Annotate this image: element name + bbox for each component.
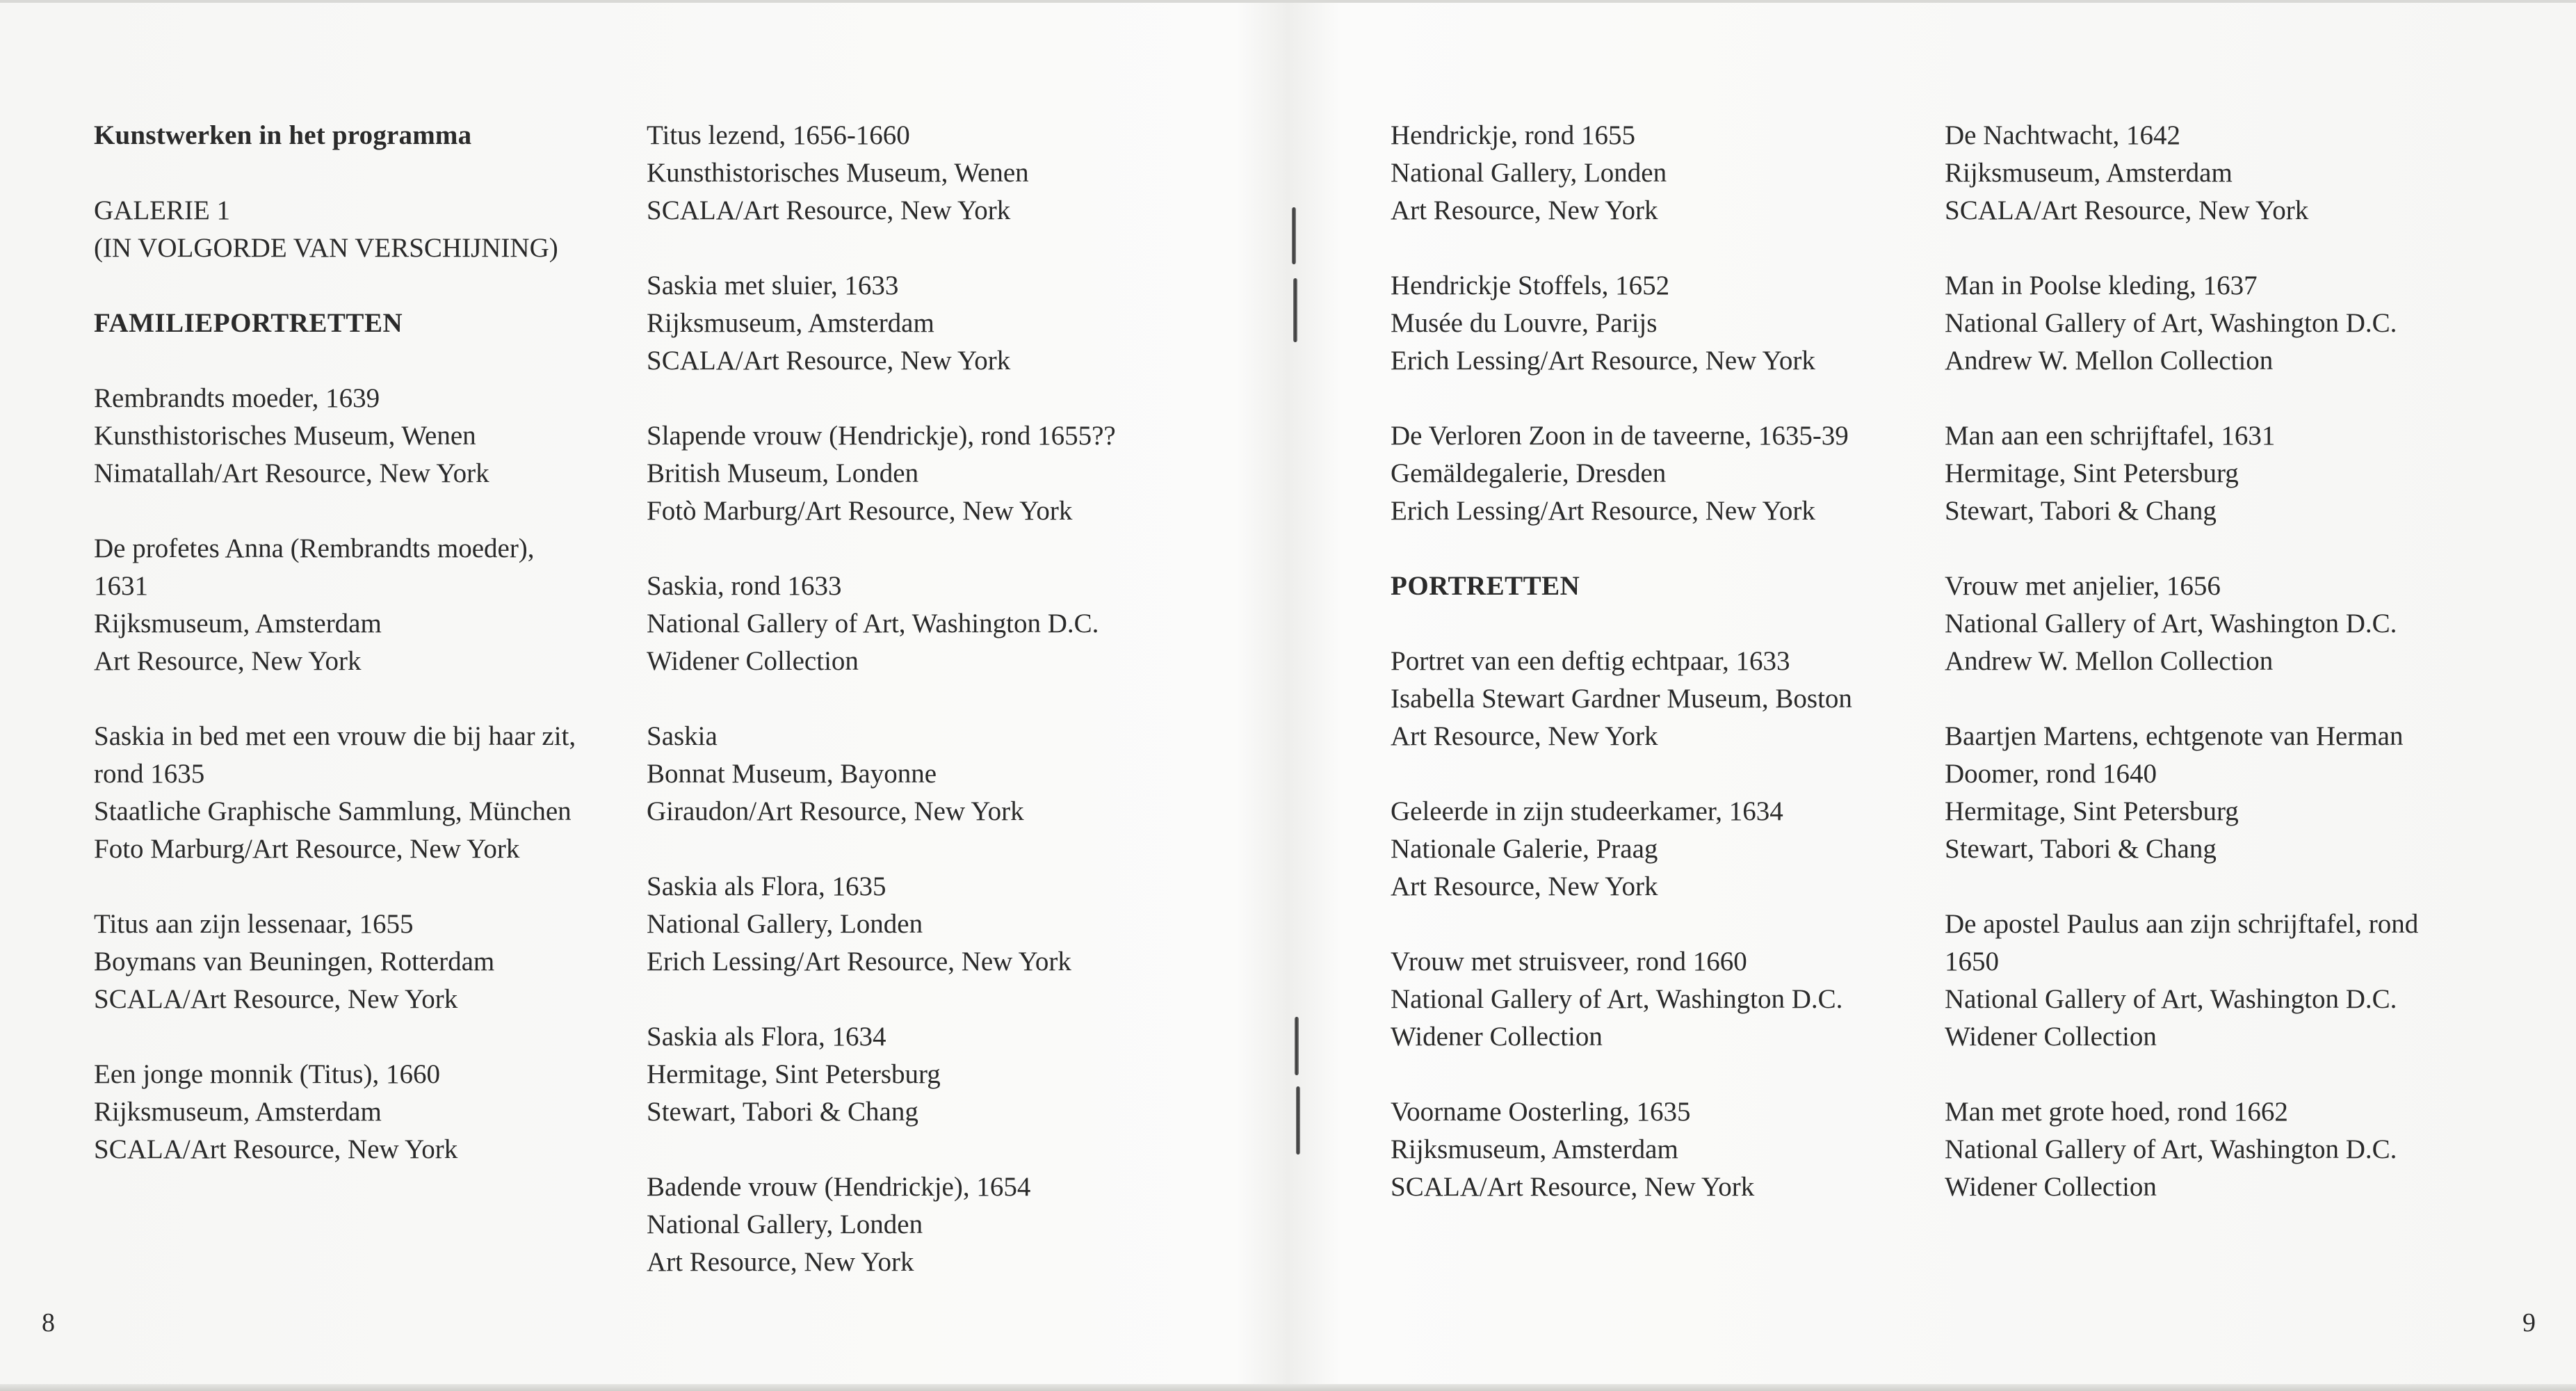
artwork-entry	[1945, 568, 2501, 680]
artwork-credit-line: Gemäldegalerie, Dresden	[1391, 458, 1667, 488]
artwork-entry	[647, 1168, 1203, 1281]
artwork-credit-line: Foto Marburg/Art Resource, New York	[94, 834, 520, 864]
page-edge-bottom	[0, 1384, 2576, 1391]
artwork-credit-line: Erich Lessing/Art Resource, New York	[1391, 496, 1815, 526]
artwork-entry	[647, 117, 1203, 230]
artwork-title: Slapende vrouw (Hendrickje), rond 1655??	[647, 421, 1116, 451]
staple-upper-a	[1292, 207, 1296, 264]
artwork-entry	[1945, 718, 2501, 868]
artwork-title: Vrouw met struisveer, rond 1660	[1391, 947, 1747, 976]
artwork-credit-line: Widener Collection	[1945, 1022, 2157, 1052]
artwork-credit-line: British Museum, Londen	[647, 458, 919, 488]
artwork-title: Rembrandts moeder, 1639	[94, 383, 380, 413]
artwork-entry	[1945, 267, 2501, 380]
artwork-entry	[94, 1056, 629, 1168]
artwork-title: Saskia als Flora, 1634	[647, 1022, 886, 1052]
artwork-credit-line: Nationale Galerie, Praag	[1391, 834, 1658, 864]
artwork-credit-line: Widener Collection	[647, 646, 859, 676]
artwork-title: Hendrickje, rond 1655	[1391, 120, 1635, 150]
artwork-title: Badende vrouw (Hendrickje), 1654	[647, 1172, 1031, 1202]
artwork-entry	[94, 380, 629, 492]
artwork-credit-line: Hermitage, Sint Petersburg	[1945, 458, 2239, 488]
artwork-entry	[647, 868, 1203, 981]
artwork-credit-line: Andrew W. Mellon Collection	[1945, 346, 2274, 376]
artwork-entry	[1391, 793, 1933, 906]
gallery-label: GALERIE 1	[94, 195, 231, 225]
artwork-title: Saskia in bed met een vrouw die bij haar zit,	[94, 721, 576, 751]
artwork-credit-line: Widener Collection	[1945, 1172, 2157, 1202]
artwork-title: Vrouw met anjelier, 1656	[1945, 571, 2221, 601]
artwork-credit-line: National Gallery, Londen	[647, 1209, 923, 1239]
artwork-credit-line: National Gallery, Londen	[1391, 158, 1667, 188]
section-title-family-portraits: FAMILIEPORTRETTEN	[94, 308, 403, 338]
section-title-portraits: PORTRETTEN	[1391, 571, 1580, 601]
artwork-credit-line: Rijksmuseum, Amsterdam	[94, 1097, 382, 1127]
artwork-credit-line: Kunsthistorisches Museum, Wenen	[94, 421, 476, 451]
artwork-title: De Nachtwacht, 1642	[1945, 120, 2180, 150]
page-number-right: 9	[2522, 1308, 2536, 1337]
artwork-list	[1391, 117, 1933, 530]
artwork-credit-line: Stewart, Tabori & Chang	[1945, 834, 2217, 864]
artwork-credit-line: Staatliche Graphische Sammlung, München	[94, 796, 572, 826]
artwork-credit-line: Hermitage, Sint Petersburg	[647, 1059, 941, 1089]
artwork-entry	[1945, 117, 2501, 230]
artwork-credit-line: Rijksmuseum, Amsterdam	[94, 609, 382, 638]
artwork-title: Man aan een schrijftafel, 1631	[1945, 421, 2276, 451]
artwork-credit-line: Kunsthistorisches Museum, Wenen	[647, 158, 1029, 188]
artwork-list	[1945, 117, 2501, 1206]
artwork-title: Titus aan zijn lessenaar, 1655	[94, 909, 414, 939]
artwork-credit-line: Stewart, Tabori & Chang	[1945, 496, 2217, 526]
artwork-credit-line: Musée du Louvre, Parijs	[1391, 308, 1658, 338]
artwork-credit-line: Art Resource, New York	[1391, 721, 1658, 751]
artwork-credit-line: SCALA/Art Resource, New York	[1945, 195, 2309, 225]
artwork-title: De Verloren Zoon in de taveerne, 1635-39	[1391, 421, 1849, 451]
artwork-title: De apostel Paulus aan zijn schrijftafel, rond	[1945, 909, 2419, 939]
page-edge-top	[0, 0, 2576, 3]
artwork-credit-line: 1650	[1945, 947, 1999, 976]
artwork-entry	[1945, 1093, 2501, 1206]
artwork-credit-line: 1631	[94, 571, 148, 601]
left-page-column-1	[94, 117, 629, 1206]
artwork-entry	[1391, 643, 1933, 755]
gallery-note: (IN VOLGORDE VAN VERSCHIJNING)	[94, 233, 558, 263]
artwork-credit-line: Nimatallah/Art Resource, New York	[94, 458, 489, 488]
artwork-credit-line: National Gallery of Art, Washington D.C.	[1945, 1134, 2397, 1164]
artwork-entry	[647, 568, 1203, 680]
artwork-entry	[647, 267, 1203, 380]
staple-lower-a	[1295, 1017, 1299, 1075]
artwork-entry	[1391, 417, 1933, 530]
artwork-credit-line: Fotò Marburg/Art Resource, New York	[647, 496, 1073, 526]
artwork-credit-line: National Gallery of Art, Washington D.C.	[1945, 308, 2397, 338]
artwork-credit-line: Rijksmuseum, Amsterdam	[647, 308, 934, 338]
artwork-entry	[1391, 267, 1933, 380]
artwork-credit-line: National Gallery of Art, Washington D.C.	[1945, 984, 2397, 1014]
artwork-entry	[94, 530, 629, 680]
artwork-entry	[1945, 417, 2501, 530]
artwork-credit-line: Art Resource, New York	[1391, 195, 1658, 225]
artwork-entry	[1945, 906, 2501, 1056]
artwork-credit-line: Hermitage, Sint Petersburg	[1945, 796, 2239, 826]
right-page-column-1	[1391, 117, 1933, 1244]
artwork-credit-line: rond 1635	[94, 759, 205, 789]
artworks-heading: Kunstwerken in het programma	[94, 120, 472, 150]
page-number-left: 8	[42, 1308, 55, 1337]
artwork-title: Titus lezend, 1656-1660	[647, 120, 910, 150]
artwork-credit-line: Bonnat Museum, Bayonne	[647, 759, 937, 789]
artwork-credit-line: SCALA/Art Resource, New York	[94, 984, 458, 1014]
artwork-credit-line: Art Resource, New York	[94, 646, 362, 676]
artwork-title: Hendrickje Stoffels, 1652	[1391, 271, 1670, 300]
artwork-credit-line: National Gallery, Londen	[647, 909, 923, 939]
artwork-credit-line: Erich Lessing/Art Resource, New York	[647, 947, 1071, 976]
artwork-credit-line: Giraudon/Art Resource, New York	[647, 796, 1024, 826]
artwork-credit-line: Rijksmuseum, Amsterdam	[1391, 1134, 1678, 1164]
artwork-title: Portret van een deftig echtpaar, 1633	[1391, 646, 1790, 676]
artwork-title: Voorname Oosterling, 1635	[1391, 1097, 1691, 1127]
artwork-credit-line: Doomer, rond 1640	[1945, 759, 2157, 789]
artwork-credit-line: National Gallery of Art, Washington D.C.	[1391, 984, 1843, 1014]
artwork-credit-line: Widener Collection	[1391, 1022, 1603, 1052]
artwork-title: Man met grote hoed, rond 1662	[1945, 1097, 2288, 1127]
artwork-title: Man in Poolse kleding, 1637	[1945, 271, 2258, 300]
artwork-title: Baartjen Martens, echtgenote van Herman	[1945, 721, 2404, 751]
artwork-entry	[647, 417, 1203, 530]
artwork-entry	[647, 1018, 1203, 1131]
artwork-list	[94, 380, 629, 1168]
staple-lower-b	[1296, 1086, 1300, 1155]
artwork-title: Saskia als Flora, 1635	[647, 871, 886, 901]
artwork-entry	[1391, 117, 1933, 230]
artwork-title: Saskia	[647, 721, 718, 751]
artwork-credit-line: Stewart, Tabori & Chang	[647, 1097, 918, 1127]
artwork-entry	[94, 906, 629, 1018]
left-page-column-2	[647, 117, 1203, 1319]
artwork-credit-line: National Gallery of Art, Washington D.C.	[1945, 609, 2397, 638]
artwork-credit-line: Andrew W. Mellon Collection	[1945, 646, 2274, 676]
artwork-credit-line: Art Resource, New York	[647, 1247, 914, 1277]
right-page-column-2	[1945, 117, 2501, 1244]
artwork-credit-line: SCALA/Art Resource, New York	[94, 1134, 458, 1164]
artwork-entry	[1391, 943, 1933, 1056]
artwork-title: Saskia, rond 1633	[647, 571, 842, 601]
artwork-entry	[647, 718, 1203, 830]
artwork-title: Een jonge monnik (Titus), 1660	[94, 1059, 440, 1089]
artwork-list	[1391, 643, 1933, 1206]
artwork-title: De profetes Anna (Rembrandts moeder),	[94, 533, 535, 563]
artwork-entry	[94, 718, 629, 868]
artwork-credit-line: SCALA/Art Resource, New York	[647, 346, 1011, 376]
artwork-title: Geleerde in zijn studeerkamer, 1634	[1391, 796, 1783, 826]
artwork-credit-line: Erich Lessing/Art Resource, New York	[1391, 346, 1815, 376]
artwork-title: Saskia met sluier, 1633	[647, 271, 899, 300]
artwork-credit-line: Art Resource, New York	[1391, 871, 1658, 901]
artwork-list	[647, 117, 1203, 1281]
artwork-credit-line: National Gallery of Art, Washington D.C.	[647, 609, 1099, 638]
artwork-credit-line: Isabella Stewart Gardner Museum, Boston	[1391, 684, 1852, 714]
artwork-credit-line: SCALA/Art Resource, New York	[647, 195, 1011, 225]
artwork-entry	[1391, 1093, 1933, 1206]
artwork-credit-line: Boymans van Beuningen, Rotterdam	[94, 947, 495, 976]
staple-upper-b	[1293, 278, 1297, 342]
artwork-credit-line: Rijksmuseum, Amsterdam	[1945, 158, 2233, 188]
artwork-credit-line: SCALA/Art Resource, New York	[1391, 1172, 1755, 1202]
